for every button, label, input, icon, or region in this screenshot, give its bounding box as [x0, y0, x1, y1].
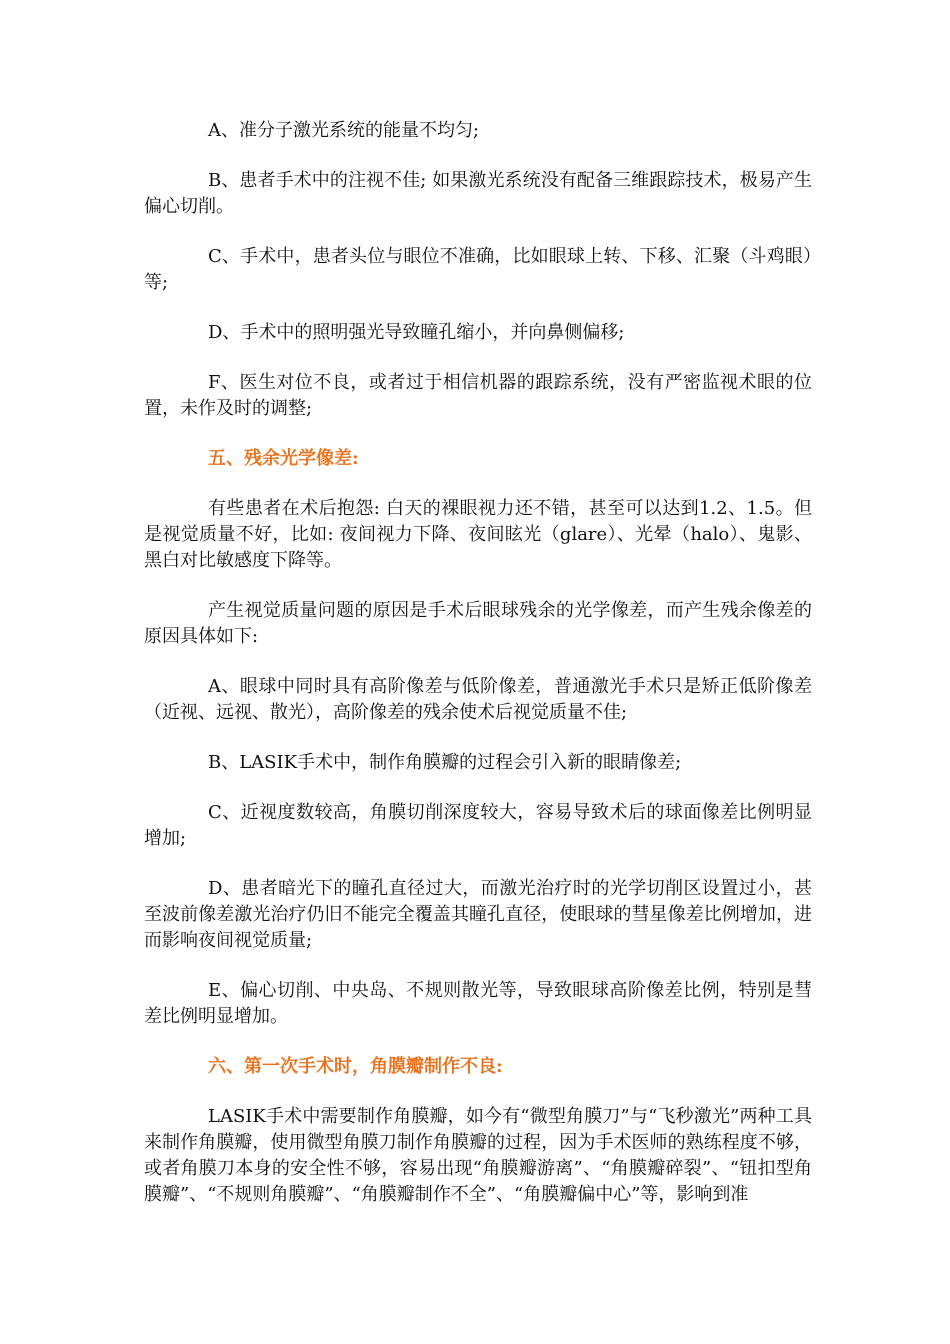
paragraph-item-a-energy: A、准分子激光系统的能量不均匀;: [208, 120, 480, 141]
paragraph-cause-a: A、眼球中同时具有高阶像差与低阶像差，普通激光手术只是矫正低阶像差（近视、远视、散光），高阶像差的残余使术后视觉质量不佳;: [144, 676, 812, 723]
paragraph-item-b-fixation: B、患者手术中的注视不佳; 如果激光系统没有配备三维跟踪技术，极易产生偏心切削。: [144, 170, 812, 217]
paragraph-item-d-lighting: D、手术中的照明强光导致瞳孔缩小，并向鼻侧偏移;: [208, 322, 625, 343]
paragraph-cause-d: D、患者暗光下的瞳孔直径过大，而激光治疗时的光学切削区设置过小，甚至波前像差激光治疗仍旧不能完全覆盖其瞳孔直径，使眼球的彗星像差比例增加，进而影响夜间视觉质量;: [144, 878, 812, 951]
paragraph-item-f-alignment: F、医生对位不良，或者过于相信机器的跟踪系统，没有严密监视术眼的位置，未作及时的调整;: [144, 372, 812, 419]
paragraph-patient-complaints: 有些患者在术后抱怨: 白天的裸眼视力还不错，甚至可以达到1.2、1.5。但是视觉质量不好，比如: 夜间视力下降、夜间眩光（glare）、光晕（halo）、鬼影、黑白对比敏感度下降等。: [144, 498, 812, 571]
paragraph-flap-details: LASIK手术中需要制作角膜瓣，如今有“微型角膜刀”与“飞秒激光”两种工具来制作角膜瓣，使用微型角膜刀制作角膜瓣的过程，因为手术医师的熟练程度不够，或者角膜刀本身的安全性不够，容易出现“角膜瓣游离”、“角膜瓣碎裂”、“钮扣型角膜瓣”、“不规则角膜瓣”、“角膜瓣制作不全”、“角膜瓣偏中心”等，影响到准: [144, 1106, 812, 1205]
paragraph-cause-c: C、近视度数较高，角膜切削深度较大，容易导致术后的球面像差比例明显增加;: [144, 802, 812, 849]
paragraph-cause-intro: 产生视觉质量问题的原因是手术后眼球残余的光学像差，而产生残余像差的原因具体如下:: [144, 600, 812, 647]
document-body: [144, 118, 812, 1232]
section-heading-flap-defect: 六、第一次手术时，角膜瓣制作不良:: [208, 1056, 503, 1077]
paragraph-cause-e: E、偏心切削、中央岛、不规则散光等，导致眼球高阶像差比例，特别是彗差比例明显增加。: [144, 980, 812, 1027]
paragraph-item-c-head-position: C、手术中，患者头位与眼位不准确，比如眼球上转、下移、汇聚（斗鸡眼）等;: [144, 246, 812, 293]
paragraph-cause-b: B、LASIK手术中，制作角膜瓣的过程会引入新的眼睛像差;: [208, 752, 682, 773]
section-heading-residual-aberration: 五、残余光学像差:: [208, 448, 359, 469]
